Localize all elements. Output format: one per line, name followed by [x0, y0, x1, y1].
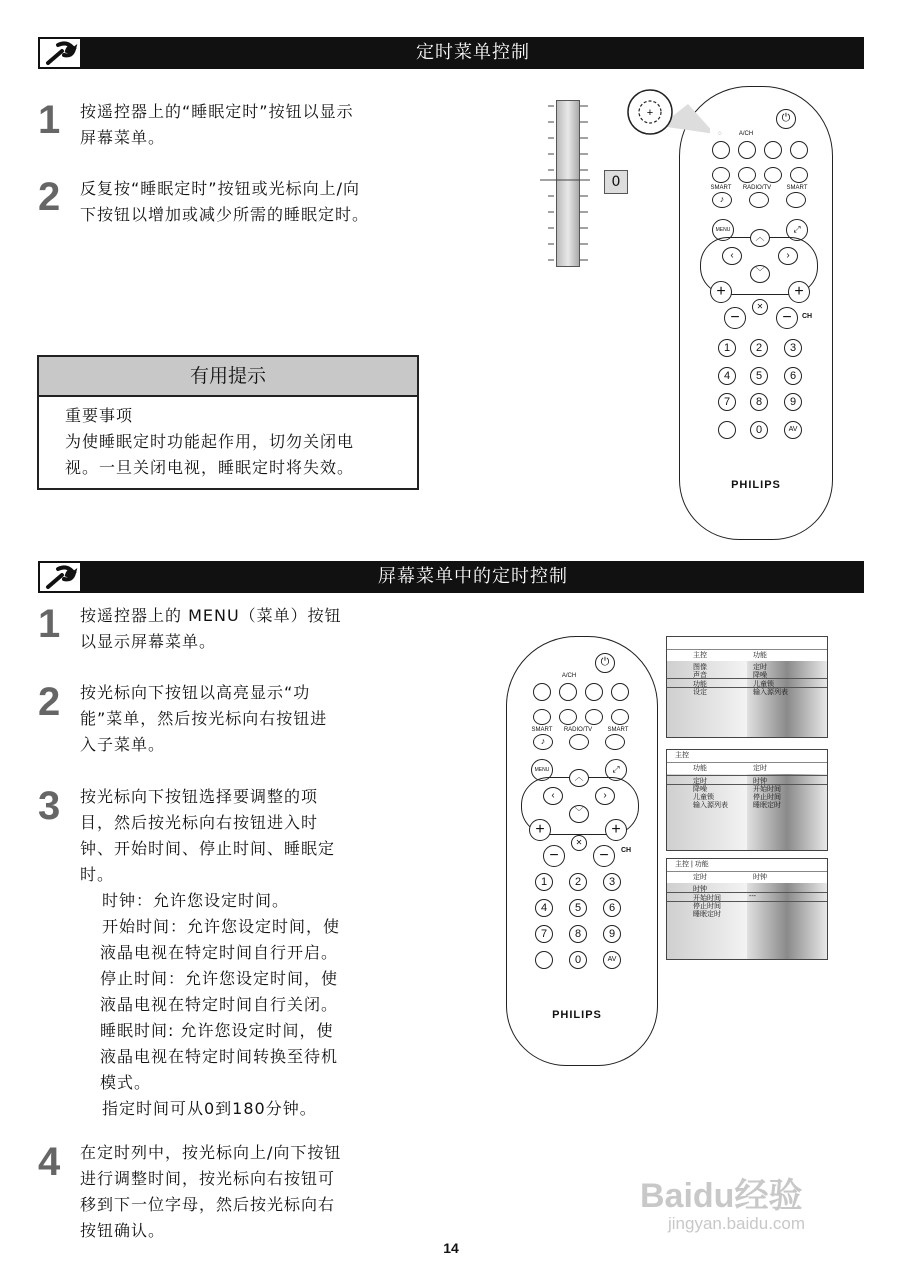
menu-screenshot: 主控 功能 定时 定时 时钟 降噪 开始时间 儿童锁 停止时间 输入源列表 睡眠定时: [666, 749, 828, 851]
power-icon: ⏻: [776, 109, 796, 129]
step-text: 反复按“睡眠定时”按钮或光标向上/向 下按钮以增加或减少所需的睡眠定时。: [80, 179, 370, 224]
power-icon: ⏻: [595, 653, 615, 673]
music-icon: ♪: [712, 192, 732, 208]
ach-label: A/CH: [738, 131, 754, 137]
smart-label: SMART: [607, 727, 629, 733]
up-arrow-icon: ︿: [569, 769, 589, 787]
step-text: 按遥控器上的 MENU（菜单）按钮 以显示屏幕菜单。: [80, 606, 342, 651]
watermark-url: jingyan.baidu.com: [668, 1214, 806, 1233]
remote-button: [605, 734, 625, 750]
step-number: 2: [38, 680, 61, 724]
zoom-icon: ⤢: [786, 219, 808, 241]
slider-ticks: [540, 100, 600, 270]
step-number: 2: [38, 175, 61, 219]
digit-button: 7: [535, 925, 553, 943]
digit-button: 6: [784, 367, 802, 385]
ach-label: A/CH: [561, 673, 577, 679]
teletext-icon: [535, 951, 553, 969]
digit-button: 1: [718, 339, 736, 357]
digit-button: 2: [750, 339, 768, 357]
tip-box: [37, 355, 419, 490]
remote-button: [712, 141, 730, 159]
remote-control: [679, 86, 833, 540]
remote-button: [786, 192, 806, 208]
left-arrow-icon: ‹: [722, 247, 742, 265]
menu-button: MENU: [712, 219, 734, 241]
digit-button: 3: [784, 339, 802, 357]
timer-descriptions: 时钟：允许您设定时间。 开始时间：允许您设定时间，使 液晶电视在特定时间自行开启。 停止时间：允许您设定时间，使 液晶电视在特定时间自行关闭。 睡眠时间: 允许您设定时间，使 液晶电视在特定时间转换至待机 模式。 指定时间可从0到180分钟。: [100, 891, 341, 1118]
brand-logo: PHILIPS: [552, 1009, 602, 1021]
remote-button: [749, 192, 769, 208]
digit-button: 0: [750, 421, 768, 439]
mute-icon: ✕: [571, 835, 587, 851]
digit-button: 0: [569, 951, 587, 969]
mute-icon: ✕: [752, 299, 768, 315]
ch-down-button: −: [593, 845, 615, 867]
smart-label: SMART: [786, 185, 808, 191]
menu-screenshot: 主控 功能 图像 定时 声音 降噪 功能 儿童锁 设定 输入源列表: [666, 636, 828, 738]
digit-button: 9: [784, 393, 802, 411]
digit-button: 3: [603, 873, 621, 891]
remote-control: [506, 636, 658, 1066]
remote-button: [738, 141, 756, 159]
step-number: 1: [38, 602, 61, 646]
ch-label: CH: [801, 313, 813, 320]
ch-label: CH: [620, 847, 632, 854]
digit-button: 8: [750, 393, 768, 411]
tip-body: 重要事项 为使睡眠定时功能起作用，切勿关闭电 视。一旦关闭电视，睡眠定时将失效。: [65, 406, 355, 477]
radio-label: RADIO/TV: [563, 727, 593, 733]
right-arrow-icon: ›: [595, 787, 615, 805]
step-number: 3: [38, 784, 61, 828]
vol-down-button: −: [543, 845, 565, 867]
remote-button: [585, 709, 603, 725]
page-number: 14: [443, 1240, 459, 1256]
step-number: 4: [38, 1140, 61, 1184]
section1-title: 定时菜单控制: [416, 42, 530, 63]
remote-button: [533, 709, 551, 725]
ch-up-button: +: [788, 281, 810, 303]
section1-header: [38, 37, 864, 69]
av-button: AV: [603, 951, 621, 969]
remote-button: [533, 683, 551, 701]
wrench-icon: [38, 561, 82, 593]
left-arrow-icon: ‹: [543, 787, 563, 805]
vol-up-button: +: [529, 819, 551, 841]
digit-button: 1: [535, 873, 553, 891]
remote-button: [712, 167, 730, 183]
menu-screenshot: 主控 | 功能 定时 时钟 时钟 开始时间 --- 停止时间 睡眠定时: [666, 858, 828, 960]
slider-value-box: 0: [604, 170, 628, 194]
up-arrow-icon: ︿: [750, 229, 770, 247]
av-button: AV: [784, 421, 802, 439]
wrench-icon: [38, 37, 82, 69]
section2-header: [38, 561, 864, 593]
remote-button: [764, 167, 782, 183]
zoom-icon: ⤢: [605, 759, 627, 781]
remote-button: [611, 683, 629, 701]
menu-button: MENU: [531, 759, 553, 781]
teletext-icon: [718, 421, 736, 439]
remote-button: [559, 709, 577, 725]
step-text: 在定时列中，按光标向上/向下按钮 进行调整时间，按光标向右按钮可 移到下一位字母，然后按光标向右 按钮确认。: [80, 1143, 342, 1240]
sleep-icon: ◌: [718, 131, 722, 137]
vol-down-button: −: [724, 307, 746, 329]
remote-button: [764, 141, 782, 159]
step-text: 按遥控器上的“睡眠定时”按钮以显示 屏幕菜单。: [80, 102, 354, 147]
digit-button: 6: [603, 899, 621, 917]
music-icon: ♪: [533, 734, 553, 750]
right-arrow-icon: ›: [778, 247, 798, 265]
down-arrow-icon: ﹀: [569, 805, 589, 823]
remote-button: [585, 683, 603, 701]
down-arrow-icon: ﹀: [750, 265, 770, 283]
smart-label: SMART: [531, 727, 553, 733]
remote-button: [790, 141, 808, 159]
ch-down-button: −: [776, 307, 798, 329]
step-number: 1: [38, 98, 61, 142]
digit-button: 7: [718, 393, 736, 411]
step-text: 按光标向下按钮以高亮显示“功 能”菜单，然后按光标向右按钮进 入子菜单。: [80, 683, 328, 754]
digit-button: 5: [569, 899, 587, 917]
remote-button: [559, 683, 577, 701]
brand-logo: PHILIPS: [731, 479, 781, 491]
digit-button: 5: [750, 367, 768, 385]
digit-button: 9: [603, 925, 621, 943]
vol-up-button: +: [710, 281, 732, 303]
remote-button: [569, 734, 589, 750]
ch-up-button: +: [605, 819, 627, 841]
remote-button: [738, 167, 756, 183]
digit-button: 2: [569, 873, 587, 891]
tip-title: 有用提示: [39, 357, 417, 397]
sleep-callout: [620, 86, 710, 146]
remote-button: [611, 709, 629, 725]
radio-label: RADIO/TV: [742, 185, 772, 191]
digit-button: 4: [718, 367, 736, 385]
digit-button: 8: [569, 925, 587, 943]
remote-button: [790, 167, 808, 183]
svg-text:+: +: [646, 107, 654, 119]
digit-button: 4: [535, 899, 553, 917]
section2-title: 屏幕菜单中的定时控制: [378, 566, 568, 587]
step-text: 按光标向下按钮选择要调整的项 目，然后按光标向右按钮进入时 钟、开始时间、停止时间、睡眠定 时。: [80, 787, 336, 884]
smart-label: SMART: [710, 185, 732, 191]
watermark-logo: Baidu经验: [640, 1177, 803, 1215]
